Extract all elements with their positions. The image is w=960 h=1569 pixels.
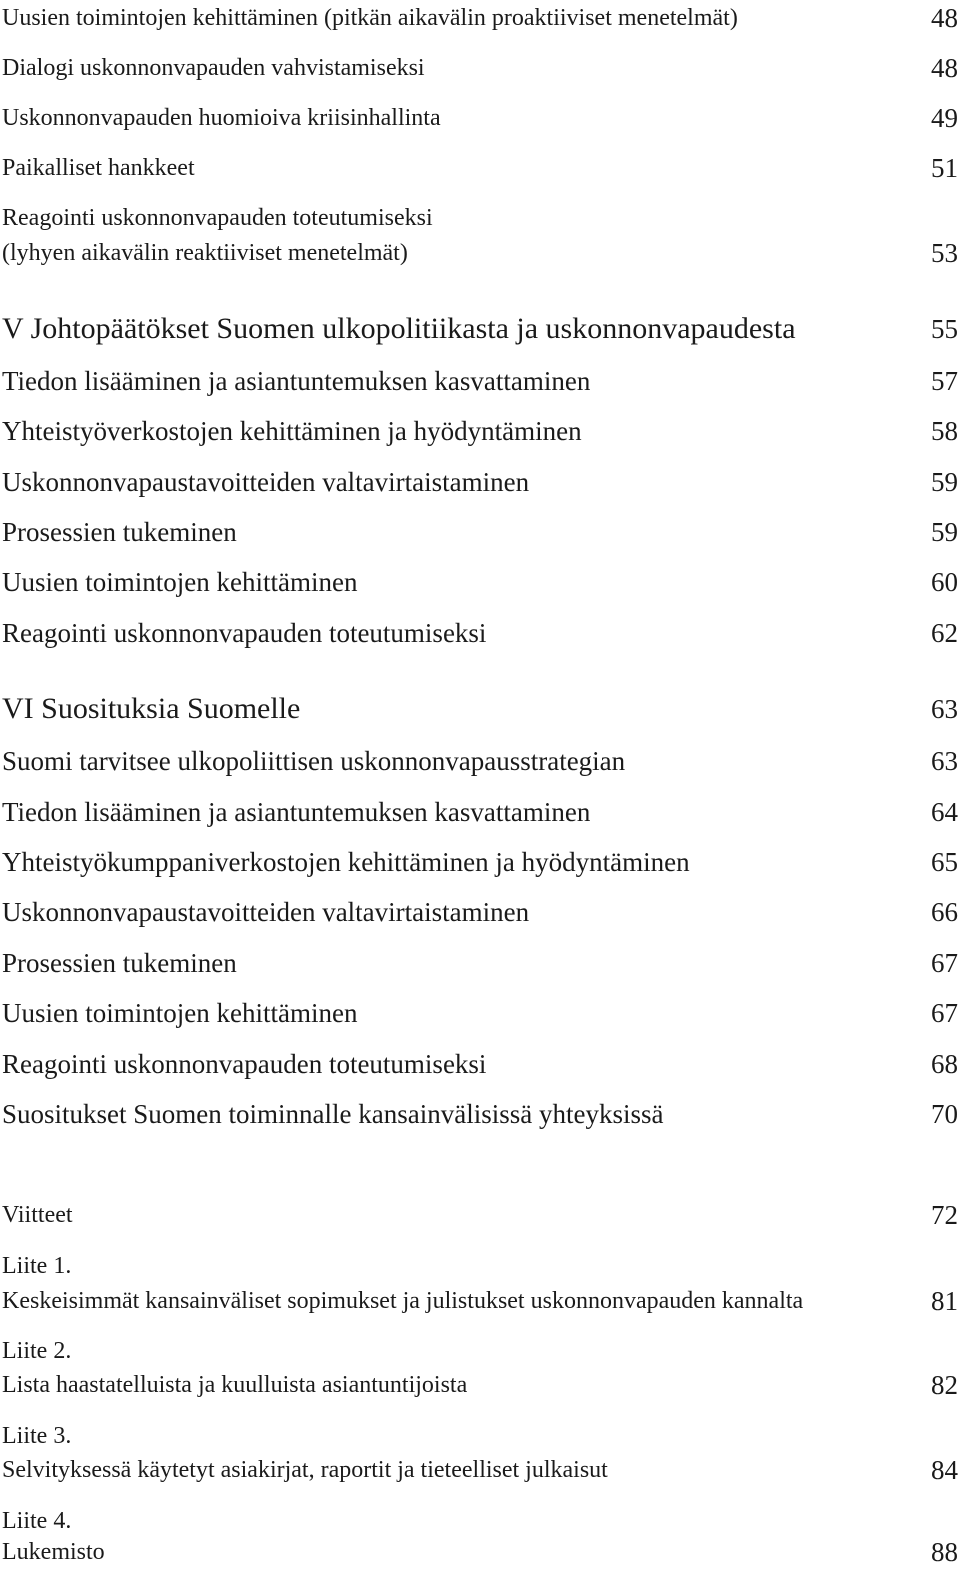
toc-entry-page: 59 xyxy=(931,467,958,497)
toc-entry-page: 49 xyxy=(931,103,958,133)
toc-entry xyxy=(0,616,960,650)
toc-entry-title: Dialogi uskonnonvapauden vahvistamiseksi xyxy=(2,55,425,81)
toc-entry-title: Liite 3. xyxy=(2,1423,72,1449)
toc-entry xyxy=(0,51,960,85)
toc-entry-title: Suositukset Suomen toiminnalle kansainvälisissä yhteyksissä xyxy=(2,1099,664,1129)
toc-entry xyxy=(0,744,960,778)
toc-entry xyxy=(0,795,960,829)
toc-entry-page: 51 xyxy=(931,153,958,183)
toc-entry xyxy=(0,946,960,980)
toc-entry xyxy=(0,236,960,270)
toc-entry-title: Uskonnonvapaustavoitteiden valtavirtaistaminen xyxy=(2,897,530,927)
toc-entry-title: Yhteistyöverkostojen kehittäminen ja hyödyntäminen xyxy=(2,416,582,446)
toc-entry-title: Uskonnonvapaustavoitteiden valtavirtaistaminen xyxy=(2,467,530,497)
toc-entry-title: Yhteistyökumppaniverkostojen kehittäminen ja hyödyntäminen xyxy=(2,847,690,877)
toc-entry-page: 72 xyxy=(931,1200,958,1230)
toc-entry xyxy=(0,565,960,599)
toc-entry-page: 81 xyxy=(931,1286,958,1316)
toc-entry-page: 82 xyxy=(931,1370,958,1400)
toc-entry-title: Suomi tarvitsee ulkopoliittisen uskonnonvapausstrategian xyxy=(2,746,626,776)
toc-entry-title: Lista haastatelluista ja kuulluista asiantuntijoista xyxy=(2,1372,468,1398)
toc-entry-page: 55 xyxy=(931,314,958,344)
toc-entry-title: Uusien toimintojen kehittäminen xyxy=(2,567,358,597)
toc-entry-page: 84 xyxy=(931,1455,958,1485)
toc-entry xyxy=(0,465,960,499)
toc-entry xyxy=(0,414,960,448)
toc-entry-title: (lyhyen aikavälin reaktiiviset menetelmät) xyxy=(2,240,408,266)
toc-entry xyxy=(0,845,960,879)
toc-section-heading xyxy=(0,312,960,346)
toc-entry xyxy=(0,1198,960,1232)
toc-entry xyxy=(0,151,960,185)
toc-appendix-label xyxy=(0,1249,960,1283)
toc-entry-title: Prosessien tukeminen xyxy=(2,948,237,978)
toc-entry-page: 53 xyxy=(931,238,958,268)
toc-entry-page: 58 xyxy=(931,416,958,446)
toc-entry-title: Uusien toimintojen kehittäminen (pitkän aikavälin proaktiiviset menetelmät) xyxy=(2,5,738,31)
toc-entry xyxy=(0,1368,960,1402)
toc-entry xyxy=(0,515,960,549)
toc-entry xyxy=(0,201,960,235)
toc-entry-page: 67 xyxy=(931,998,958,1028)
toc-appendix-label xyxy=(0,1419,960,1453)
toc-entry-title: Uusien toimintojen kehittäminen xyxy=(2,998,358,1028)
toc-entry-title: Liite 1. xyxy=(2,1253,72,1279)
toc-section-heading xyxy=(0,692,960,726)
toc-entry-page: 65 xyxy=(931,847,958,877)
toc-entry xyxy=(0,1284,960,1318)
toc-entry-title: Liite 2. xyxy=(2,1338,72,1364)
toc-entry-title: Tiedon lisääminen ja asiantuntemuksen kasvattaminen xyxy=(2,797,591,827)
toc-entry-page: 59 xyxy=(931,517,958,547)
toc-entry-page: 66 xyxy=(931,897,958,927)
toc-entry xyxy=(0,101,960,135)
toc-entry-title: Reagointi uskonnonvapauden toteutumiseksi xyxy=(2,1049,487,1079)
toc-entry xyxy=(0,1,960,35)
toc-entry xyxy=(0,1047,960,1081)
toc-entry-title: Prosessien tukeminen xyxy=(2,517,237,547)
toc-entry-page: 68 xyxy=(931,1049,958,1079)
toc-entry-page: 60 xyxy=(931,567,958,597)
toc-entry-title: Liite 4. xyxy=(2,1508,72,1534)
toc-entry-page: 70 xyxy=(931,1099,958,1129)
toc-entry-page: 64 xyxy=(931,797,958,827)
toc-entry xyxy=(0,1453,960,1487)
toc-entry-title: Uskonnonvapauden huomioiva kriisinhallinta xyxy=(2,105,441,131)
toc-entry-title: Reagointi uskonnonvapauden toteutumiseksi xyxy=(2,618,487,648)
toc-entry-title: Tiedon lisääminen ja asiantuntemuksen kasvattaminen xyxy=(2,366,591,396)
toc-entry-title: VI Suosituksia Suomelle xyxy=(2,692,301,725)
toc-entry xyxy=(0,1097,960,1131)
toc-appendix-label xyxy=(0,1504,960,1538)
toc-entry-page: 63 xyxy=(931,694,958,724)
toc-entry-title: Reagointi uskonnonvapauden toteutumiseksi xyxy=(2,205,433,231)
toc-entry-page: 48 xyxy=(931,3,958,33)
toc-entry xyxy=(0,1535,960,1569)
toc-appendix-label xyxy=(0,1334,960,1368)
toc-entry-title: Lukemisto xyxy=(2,1539,105,1565)
toc-entry xyxy=(0,364,960,398)
toc-entry-page: 57 xyxy=(931,366,958,396)
toc-entry-title: Paikalliset hankkeet xyxy=(2,155,195,181)
toc-entry xyxy=(0,996,960,1030)
toc-entry-page: 62 xyxy=(931,618,958,648)
toc-entry-page: 48 xyxy=(931,53,958,83)
toc-entry-page: 88 xyxy=(931,1537,958,1567)
toc-entry-title: Selvityksessä käytetyt asiakirjat, raportit ja tieteelliset julkaisut xyxy=(2,1457,608,1483)
toc-entry xyxy=(0,895,960,929)
toc-entry-title: V Johtopäätökset Suomen ulkopolitiikasta ja uskonnonvapaudesta xyxy=(2,312,796,345)
toc-entry-page: 63 xyxy=(931,746,958,776)
toc-entry-page: 67 xyxy=(931,948,958,978)
toc-entry-title: Viitteet xyxy=(2,1202,73,1228)
toc-entry-title: Keskeisimmät kansainväliset sopimukset ja julistukset uskonnonvapauden kannalta xyxy=(2,1288,804,1314)
